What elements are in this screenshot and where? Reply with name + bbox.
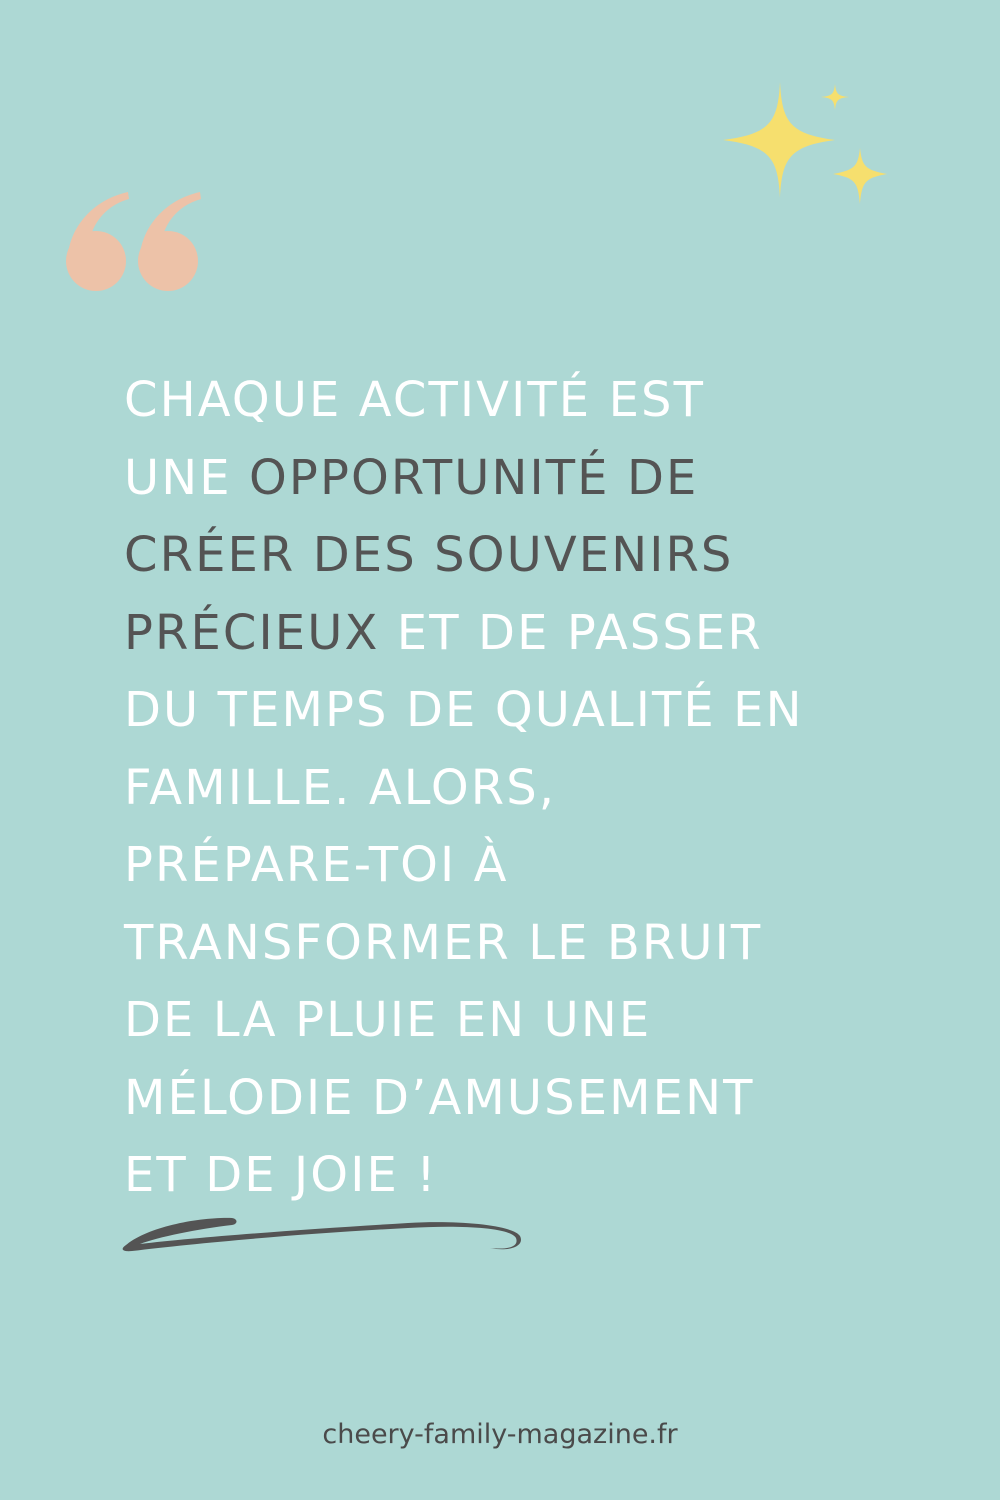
underline-swash-decoration	[118, 1205, 528, 1260]
quote-line	[124, 362, 884, 440]
quote-line	[124, 440, 884, 518]
quote-segment: ET DE JOIE !	[124, 1147, 438, 1203]
quote-line	[124, 1060, 884, 1138]
quote-highlight-segment: CRÉER DES SOUVENIRS	[124, 527, 734, 583]
quote-line	[124, 750, 884, 828]
quote-segment: CHAQUE ACTIVITÉ EST	[124, 372, 706, 428]
sparkles-icon	[715, 80, 905, 210]
quote-segment: UNE	[124, 449, 250, 506]
website-url: cheery-family-magazine.fr	[322, 1419, 678, 1450]
large-sparkle	[723, 82, 835, 198]
medium-sparkle-right	[833, 148, 887, 204]
quote-line	[124, 517, 884, 595]
quote-line	[124, 827, 884, 905]
quote-highlight-segment: OPPORTUNITÉ DE	[249, 449, 699, 506]
quote-segment: TRANSFORMER LE BRUIT	[124, 914, 763, 971]
quote-line	[124, 595, 884, 673]
quote-segment: DE LA PLUIE EN UNE	[124, 992, 652, 1048]
quote-text	[124, 362, 884, 1215]
small-sparkle-top	[821, 84, 849, 110]
quote-line	[124, 905, 884, 983]
quote-line	[124, 672, 884, 750]
opening-double-quote-icon	[62, 190, 207, 300]
quote-segment: DU TEMPS DE QUALITÉ EN	[124, 682, 804, 738]
quote-segment: ET DE PASSER	[379, 604, 763, 661]
quote-highlight-segment: PRÉCIEUX	[124, 604, 380, 661]
quote-segment: FAMILLE. ALORS,	[124, 759, 557, 816]
quote-segment: PRÉPARE-TOI À	[124, 837, 509, 893]
quote-line	[124, 1137, 884, 1215]
quote-segment: MÉLODIE D’AMUSEMENT	[124, 1069, 755, 1126]
quote-line	[124, 982, 884, 1060]
